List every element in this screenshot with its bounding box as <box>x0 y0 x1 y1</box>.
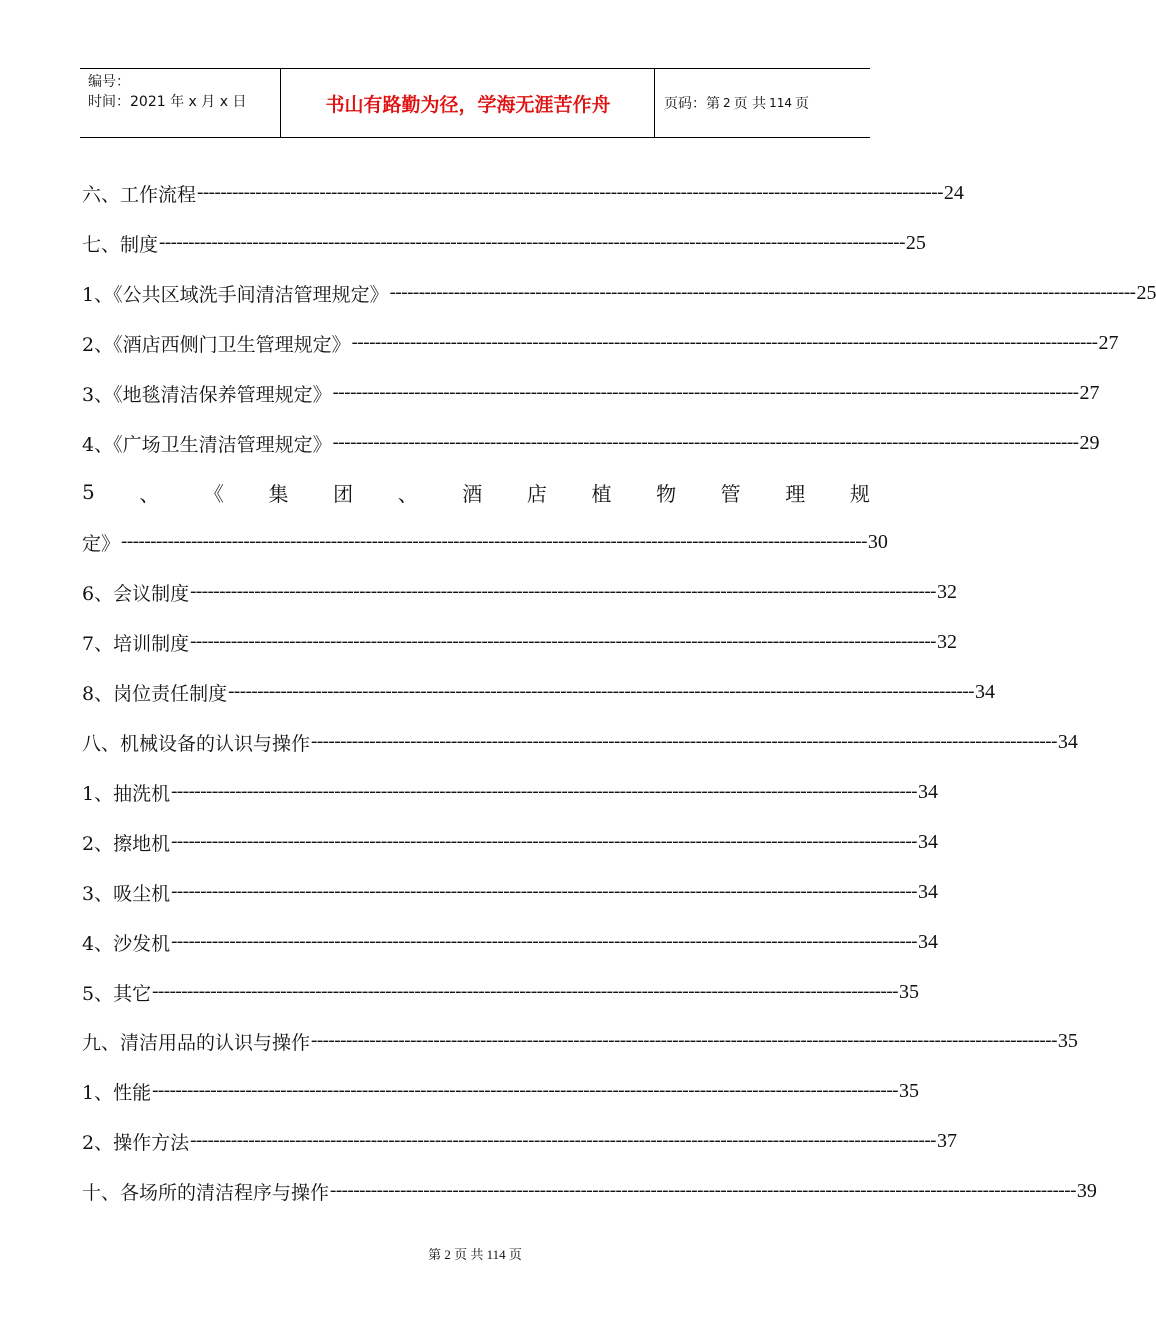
toc-entry-justified-line[interactable] <box>82 477 870 507</box>
toc-leader: -------------------------------------------------------------------------------------------------------------------------------- <box>152 981 898 1002</box>
toc-leader: -------------------------------------------------------------------------------------------------------------------------------- <box>190 581 936 602</box>
toc-leader: -------------------------------------------------------------------------------------------------------------------------------- <box>121 531 867 552</box>
toc-char: 管 <box>720 481 741 506</box>
toc-leader: -------------------------------------------------------------------------------------------------------------------------------- <box>332 382 1079 403</box>
toc-entry-label: 2、操作方法 <box>82 1131 190 1154</box>
toc-leader: -------------------------------------------------------------------------------------------------------------------------------- <box>190 631 936 652</box>
toc-leader: -------------------------------------------------------------------------------------------------------------------------------- <box>190 1130 936 1151</box>
toc-entry[interactable] <box>82 1128 957 1154</box>
page-total: 114 <box>769 96 792 110</box>
page-footer: 第 2 页 共 114 页 <box>428 1247 522 1262</box>
toc-entry-label: 1、性能 <box>82 1081 152 1104</box>
toc-entry-label: 3、《地毯清洁保养管理规定》 <box>82 383 332 406</box>
page-mid: 页 共 <box>733 96 767 112</box>
toc-entry[interactable] <box>82 529 888 555</box>
toc-entry-page: 34 <box>917 780 938 803</box>
document-date: 时间：2021 年 x 月 x 日 <box>88 94 247 110</box>
toc-leader: -------------------------------------------------------------------------------------------------------------------------------- <box>332 432 1079 453</box>
toc-entry-label: 定》 <box>82 532 121 555</box>
toc-leader: -------------------------------------------------------------------------------------------------------------------------------- <box>171 881 917 902</box>
toc-leader: -------------------------------------------------------------------------------------------------------------------------------- <box>171 831 917 852</box>
toc-leader: -------------------------------------------------------------------------------------------------------------------------------- <box>351 332 1098 353</box>
toc-entry-label: 2、擦地机 <box>82 832 171 855</box>
toc-leader: -------------------------------------------------------------------------------------------------------------------------------- <box>152 1080 898 1101</box>
toc-entry[interactable] <box>82 180 964 206</box>
toc-entry-page: 25 <box>905 231 926 254</box>
toc-entry[interactable] <box>82 629 957 655</box>
toc-entry-label: 3、吸尘机 <box>82 882 171 905</box>
toc-entry-label: 七、制度 <box>82 233 159 256</box>
toc-entry-page: 35 <box>1057 1029 1078 1052</box>
document-number-label: 编号： <box>88 74 130 90</box>
header-divider <box>280 69 281 137</box>
toc-leader: -------------------------------------------------------------------------------------------------------------------------------- <box>197 182 943 203</box>
toc-entry-page: 32 <box>936 580 957 603</box>
toc-entry-page: 29 <box>1079 431 1100 454</box>
header-meta <box>88 72 278 112</box>
page-current: 2 <box>723 96 731 110</box>
header-divider <box>654 69 655 137</box>
toc-entry[interactable] <box>82 380 1100 406</box>
toc-entry-label: 1、抽洗机 <box>82 782 171 805</box>
toc-char: 、 <box>139 481 160 506</box>
header-motto: 书山有路勤为径，学海无涯苦作舟 <box>325 93 611 116</box>
toc-entry-page: 34 <box>974 680 995 703</box>
toc-entry-label: 7、培训制度 <box>82 632 190 655</box>
toc-leader: -------------------------------------------------------------------------------------------------------------------------------- <box>311 1030 1057 1051</box>
toc-entry[interactable] <box>82 1028 1078 1054</box>
header-page-info <box>664 69 809 137</box>
toc-entry-page: 37 <box>936 1129 957 1152</box>
toc-leader: -------------------------------------------------------------------------------------------------------------------------------- <box>159 232 905 253</box>
toc-char: 植 <box>591 481 612 506</box>
page-prefix: 页码：第 <box>664 96 720 112</box>
toc-entry-page: 27 <box>1098 331 1119 354</box>
toc-entry-label: 1、《公共区域洗手间清洁管理规定》 <box>82 283 389 306</box>
toc-leader: -------------------------------------------------------------------------------------------------------------------------------- <box>311 731 1057 752</box>
toc-entry-page: 32 <box>936 630 957 653</box>
toc-entry[interactable] <box>82 1178 1097 1204</box>
toc-entry-page: 34 <box>917 830 938 853</box>
toc-char: 店 <box>526 481 547 506</box>
toc-entry[interactable] <box>82 779 938 805</box>
toc-entry-page: 39 <box>1076 1179 1097 1202</box>
toc-entry[interactable] <box>82 679 995 705</box>
toc-entry[interactable] <box>82 280 1156 306</box>
toc-entry[interactable] <box>82 330 1119 356</box>
toc-entry-page: 34 <box>917 930 938 953</box>
toc-char: 理 <box>785 481 806 506</box>
toc-entry[interactable] <box>82 430 1100 456</box>
toc-entry-page: 35 <box>898 980 919 1003</box>
toc-entry[interactable] <box>82 829 938 855</box>
toc-entry[interactable] <box>82 929 938 955</box>
toc-entry-page: 35 <box>898 1079 919 1102</box>
toc-entry[interactable] <box>82 579 957 605</box>
toc-char: 5 <box>82 480 95 504</box>
toc-leader: -------------------------------------------------------------------------------------------------------------------------------- <box>171 781 917 802</box>
toc-entry[interactable] <box>82 230 926 256</box>
toc-entry-label: 4、沙发机 <box>82 932 171 955</box>
toc-entry-page: 30 <box>867 530 888 553</box>
toc-entry[interactable] <box>82 879 938 905</box>
toc-entry[interactable] <box>82 979 919 1005</box>
toc-entry-page: 34 <box>917 880 938 903</box>
toc-entry[interactable] <box>82 729 1078 755</box>
toc-entry-label: 5、其它 <box>82 982 152 1005</box>
toc-char: 规 <box>849 481 870 506</box>
toc-entry-label: 4、《广场卫生清洁管理规定》 <box>82 433 332 456</box>
toc-leader: -------------------------------------------------------------------------------------------------------------------------------- <box>330 1180 1076 1201</box>
toc-entry-label: 8、岗位责任制度 <box>82 682 228 705</box>
toc-entry-label: 八、机械设备的认识与操作 <box>82 732 311 755</box>
toc-char: 物 <box>656 481 677 506</box>
toc-entry[interactable] <box>82 1078 919 1104</box>
toc-entry-page: 27 <box>1079 381 1100 404</box>
toc-entry-label: 2、《酒店西侧门卫生管理规定》 <box>82 333 351 356</box>
page-suffix: 页 <box>795 96 809 112</box>
toc-entry-label: 十、各场所的清洁程序与操作 <box>82 1181 330 1204</box>
toc-char: 团 <box>333 481 354 506</box>
toc-entry-page: 24 <box>943 181 964 204</box>
toc-leader: -------------------------------------------------------------------------------------------------------------------------------- <box>389 282 1136 303</box>
toc-entry-page: 34 <box>1057 730 1078 753</box>
toc-leader: -------------------------------------------------------------------------------------------------------------------------------- <box>228 681 974 702</box>
toc-entry-label: 6、会议制度 <box>82 582 190 605</box>
toc-char: 《 <box>203 481 224 506</box>
toc-char: 、 <box>397 481 418 506</box>
toc-entry-label: 九、清洁用品的认识与操作 <box>82 1031 311 1054</box>
toc-entry-page: 25 <box>1136 281 1156 304</box>
toc-leader: -------------------------------------------------------------------------------------------------------------------------------- <box>171 931 917 952</box>
toc-char: 集 <box>268 481 289 506</box>
toc-char: 酒 <box>462 481 483 506</box>
toc-entry-label: 六、工作流程 <box>82 183 197 206</box>
page-header <box>80 68 870 138</box>
